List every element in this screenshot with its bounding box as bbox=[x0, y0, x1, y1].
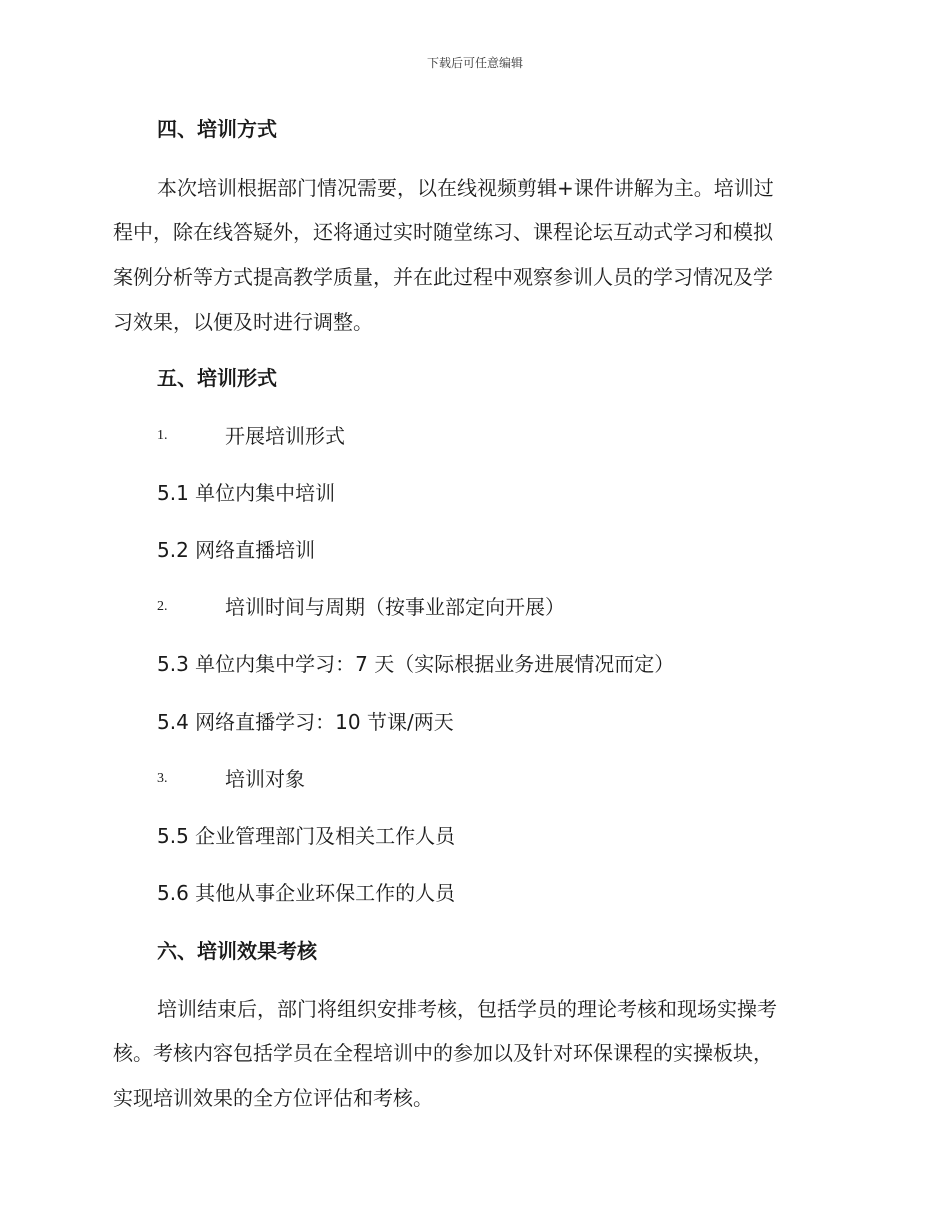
paragraph-line: 核。考核内容包括学员在全程培训中的参加以及针对环保课程的实操板块， bbox=[113, 1041, 773, 1065]
header-note: 下载后可任意编辑 bbox=[426, 56, 523, 70]
paragraph-line: 实现培训效果的全方位评估和考核。 bbox=[113, 1086, 433, 1110]
subitem-5-2: 5.2 网络直播培训 bbox=[157, 538, 316, 562]
list-number: 2. bbox=[157, 599, 168, 614]
subitem-5-4: 5.4 网络直播学习：10 节课/两天 bbox=[157, 710, 454, 734]
subitem-5-1: 5.1 单位内集中培训 bbox=[157, 481, 336, 505]
subitem-5-6: 5.6 其他从事企业环保工作的人员 bbox=[157, 881, 456, 905]
subitem-5-3: 5.3 单位内集中学习：7 天（实际根据业务进展情况而定） bbox=[157, 652, 675, 676]
paragraph-line: 培训结束后，部门将组织安排考核，包括学员的理论考核和现场实操考 bbox=[157, 997, 777, 1021]
paragraph-line: 案例分析等方式提高教学质量，并在此过程中观察参训人员的学习情况及学 bbox=[113, 265, 773, 289]
paragraph-line: 程中，除在线答疑外，还将通过实时随堂练习、课程论坛互动式学习和模拟 bbox=[113, 220, 773, 244]
paragraph-line: 习效果，以便及时进行调整。 bbox=[113, 310, 373, 334]
list-number: 3. bbox=[157, 771, 168, 786]
list-number: 1. bbox=[157, 428, 168, 443]
list-label: 培训对象 bbox=[225, 767, 305, 791]
paragraph-line: 本次培训根据部门情况需要，以在线视频剪辑+课件讲解为主。培训过 bbox=[157, 176, 774, 200]
section-6-heading: 六、培训效果考核 bbox=[157, 939, 317, 963]
subitem-5-5: 5.5 企业管理部门及相关工作人员 bbox=[157, 824, 456, 848]
list-label: 培训时间与周期（按事业部定向开展） bbox=[225, 595, 565, 619]
section-5-heading: 五、培训形式 bbox=[157, 366, 277, 390]
section-4-heading: 四、培训方式 bbox=[157, 117, 277, 141]
list-label: 开展培训形式 bbox=[225, 424, 345, 448]
